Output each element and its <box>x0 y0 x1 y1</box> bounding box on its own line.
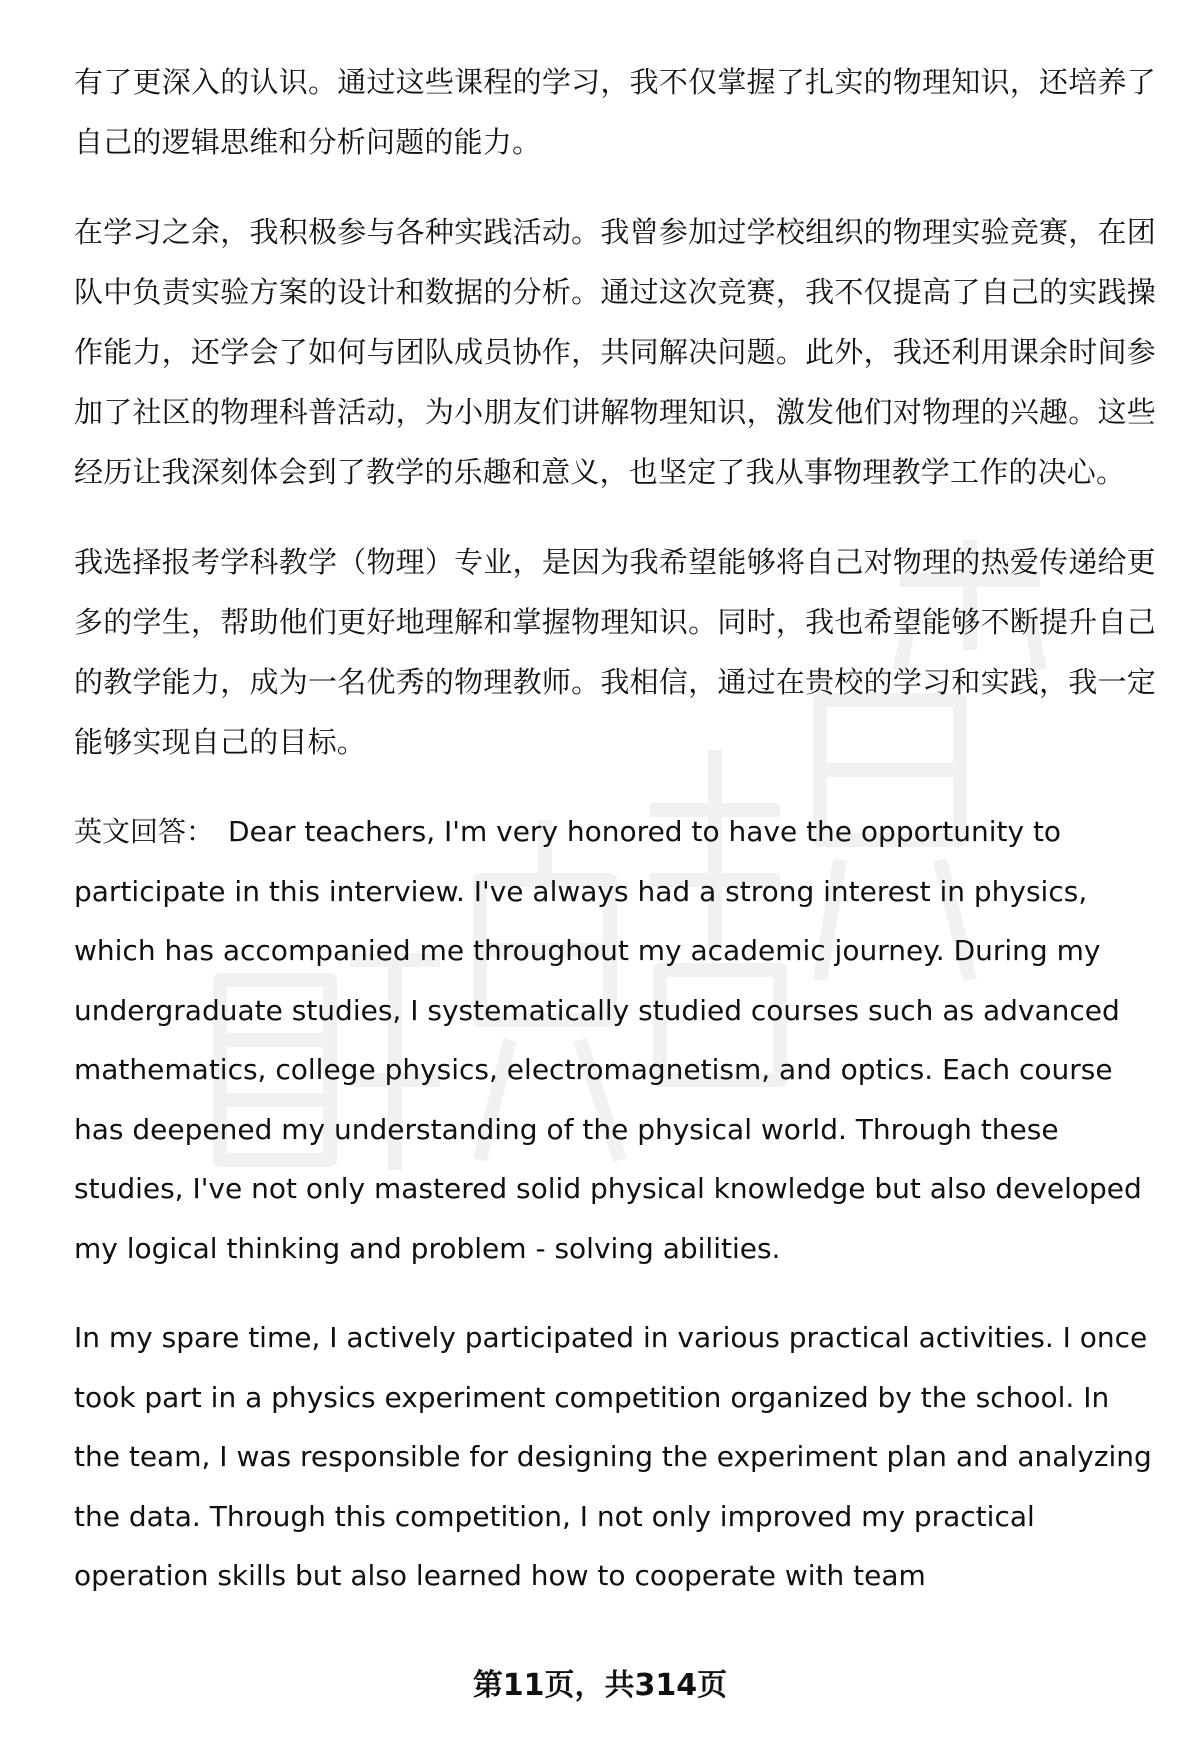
page-number: 第11页，共314页 <box>472 1668 728 1703</box>
paragraph-zh-1: 有了更深入的认识。通过这些课程的学习，我不仅掌握了扎实的物理知识，还培养了自己的逻辑思维和分析问题的能力。 <box>74 65 1156 159</box>
english-answer-text: Dear teachers, I'm very honored to have the opportunity to participate in this interview. I've always had a strong interest in physics, which has accompanied me throughout my academic journey. During my undergraduate studies, I systematically studied courses such as advanced mathematics, college physics, electromagnetism, and optics. Each course has deepened my understanding of the physical world. Through these studies, I've not only mastered solid physical knowledge but also developed my logical thinking and problem - solving abilities. <box>74 815 1142 1265</box>
paragraph-zh-2: 在学习之余，我积极参与各种实践活动。我曾参加过学校组织的物理实验竞赛，在团队中负责实验方案的设计和数据的分析。通过这次竞赛，我不仅提高了自己的实践操作能力，还学会了如何与团队成员协作，共同解决问题。此外，我还利用课余时间参加了社区的物理科普活动，为小朋友们讲解物理知识，激发他们对物理的兴趣。这些经历让我深刻体会到了教学的乐趣和意义，也坚定了我从事物理教学工作的决心。 <box>74 215 1156 489</box>
paragraph-en-1 <box>74 802 1156 1278</box>
document-body <box>74 52 1156 1636</box>
paragraph-en-2: In my spare time, I actively participated in various practical activities. I once took part in a physics experiment competition organized by the school. In the team, I was responsible for designing the experiment plan and analyzing the data. Through this competition, I not only improved my practical operation skills but also learned how to cooperate with team <box>74 1321 1152 1592</box>
paragraph-zh-3: 我选择报考学科教学（物理）专业，是因为我希望能够将自己对物理的热爱传递给更多的学生，帮助他们更好地理解和掌握物理知识。同时，我也希望能够不断提升自己的教学能力，成为一名优秀的物理教师。我相信，通过在贵校的学习和实践，我一定能够实现自己的目标。 <box>74 545 1156 759</box>
english-answer-label: 英文回答： <box>74 815 215 848</box>
